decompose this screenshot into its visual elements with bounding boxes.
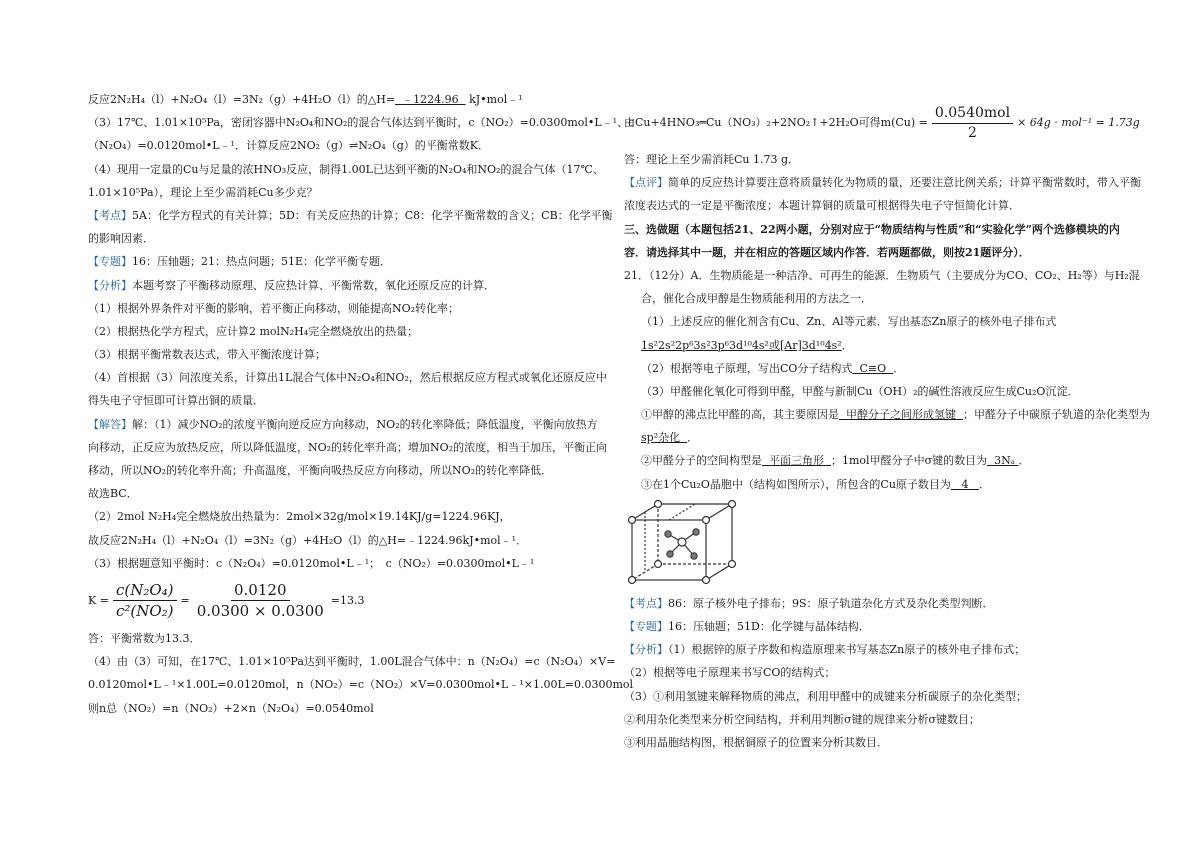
text-line: （2）根据等电子原理来书写CO的结构式； — [624, 666, 836, 680]
jieda-line: 【解答】解：（1）减少NO₂的浓度平衡向逆反应方向移动，NO₂的转化率降低；降低温度，平衡向放热方 — [88, 417, 598, 431]
text-line: 浓度表达式的一定是平衡浓度；本题计算铜的质量可根据得失电子守恒简化计算． — [624, 199, 1020, 213]
answer-blank: ﹣1224.96 — [402, 93, 459, 106]
answer-blank: 4 — [961, 477, 969, 491]
left-column — [88, 88, 635, 720]
section-heading: 容．请选择其中一题，并在相应的答题区域内作答．若两题都做，则按21题评分）． — [624, 245, 1030, 259]
fenxi-tag: 【分析】 — [88, 278, 132, 292]
text-line: （2）根据等电子原理，写出CO分子结构式 C≡O ． — [641, 361, 905, 375]
answer-blank: C≡O — [859, 361, 887, 375]
text-line: （4）现用一定量的Cu与足量的浓HNO₃反应，制得1.00L已达到平衡的N₂O₄和NO₂的混合气体（17℃、 — [88, 162, 604, 176]
zhuanti-line: 【专题】16：压轴题；51D：化学键与晶体结构． — [624, 620, 870, 633]
k-formula: K = $\frac{\text{c(N₂O₄)}}{\text{c²(NO₂)}}$ = $\frac{0.0120}{0.0300 \times 0.0300}$ =13.3 — [88, 581, 365, 621]
text-line: 移动，所以NO₂的转化率升高；升高温度，平衡向吸热反应方向移动，所以NO₂的转化率降低． — [88, 464, 553, 477]
text-line: （1）根据外界条件对平衡的影响，若平衡正向移动，则能提高NO₂转化率； — [88, 301, 460, 315]
answer-blank: 平面三角形 — [769, 454, 824, 468]
text-line: 答：理论上至少需消耗Cu 1.73 g． — [624, 153, 800, 166]
right-column — [624, 100, 1150, 754]
text-line: 答：平衡常数为13.3． — [88, 631, 201, 645]
fenxi-line: 【分析】（1）根据锌的原子序数和构造原理来书写基态Zn原子的核外电子排布式； — [624, 643, 1026, 657]
kaodian-tag: 【考点】 — [624, 596, 668, 610]
text-line: 得失电子守恒即可计算出铜的质量． — [88, 394, 264, 408]
dianping-tag: 【点评】 — [624, 176, 668, 190]
answer-blank: 1s²2s²2p⁶3s²3p⁶3d¹⁰4s²或[Ar]3d¹⁰4s² — [641, 338, 842, 352]
crystal-cell-figure — [624, 498, 1118, 588]
text-line: ③在1个Cu₂O晶胞中（结构如图所示），所包含的Cu原子数目为 4 ． — [641, 477, 990, 491]
zhuanti-tag: 【专题】 — [624, 620, 668, 633]
text-line: （N₂O₄）=0.0120mol•L﹣¹．计算反应2NO₂（g）⇌N₂O₄（g）的平衡常数K． — [88, 139, 489, 153]
text-line: （4）由（3）可知，在17℃、1.01×10⁵Pa达到平衡时，1.00L混合气体中：n（N₂O₄）=c（N₂O₄）×V= — [88, 655, 616, 669]
text-line: ①甲醇的沸点比甲醛的高，其主要原因是 甲醇分子之间形成氢键 ；甲醛分子中碳原子轨道的杂化类型为 — [641, 408, 1150, 422]
text-line: 的影响因素． — [88, 232, 154, 246]
text-line: 1.01×10⁵Pa），理论上至少需消耗Cu多少克？ — [88, 185, 318, 199]
text-line: （4）首根据（3）问浓度关系，计算出1L混合气体中N₂O₄和NO₂，然后根据反应方程式或氧化还原反应中 — [88, 371, 607, 385]
section-heading: 三、选做题（本题包括21、22两小题，分别对应于“物质结构与性质”和“实验化学”两个选修模块的内 — [624, 222, 1120, 236]
text-line: （3）根据平衡常数表达式，带入平衡浓度计算； — [88, 348, 326, 362]
zhuanti-line: 【专题】16：压轴题；21：热点问题；51E：化学平衡专题． — [88, 255, 392, 269]
fraction-expression: $\frac{\text{c(N₂O₄)}}{\text{c²(NO₂)}}$ — [113, 580, 177, 621]
answer-blank: 3Nₐ — [994, 454, 1015, 468]
text-line: （3）17℃、1.01×10⁵Pa，密闭容器中N₂O₄和NO₂的混合气体达到平衡时，c（NO₂）=0.0300mol•L﹣¹、c — [88, 116, 635, 130]
text-line: ③利用晶胞结构图，根据铜原子的位置来分析其数目． — [624, 735, 888, 749]
text-line: （1）上述反应的催化剂含有Cu、Zn、Al等元素．写出基态Zn原子的核外电子排布式 — [641, 315, 1057, 329]
text-line: （3）根据题意知平衡时：c（N₂O₄）=0.0120mol•L﹣¹； c（NO₂）=0.0300mol•L﹣¹ — [88, 556, 535, 570]
zhuanti-tag: 【专题】 — [88, 255, 132, 269]
text-line: （3）①利用氢键来解释物质的沸点，利用甲醛中的成键来分析碳原子的杂化类型； — [624, 689, 1027, 703]
cu2o-unit-cell-diagram — [624, 498, 744, 586]
text-line: ②利用杂化类型来分析空间结构，并利用判断σ键的规律来分析σ键数目； — [624, 712, 981, 726]
text-line: 反应2N₂H₄（l）+N₂O₄（l）=3N₂（g）+4H₂O（l）的△H= ﹣1224.96 kJ•mol﹣¹ — [88, 93, 523, 106]
kaodian-line: 【考点】86：原子核外电子排布；9S：原子轨道杂化方式及杂化类型判断． — [624, 596, 994, 610]
answer-blank: sp²杂化 — [641, 431, 681, 445]
text-line: （2）2mol N₂H₄完全燃烧放出热量为：2mol×32g/mol×19.14KJ/g=1224.96KJ， — [88, 510, 511, 524]
kaodian-tag: 【考点】 — [88, 208, 132, 222]
text-line: 故反应2N₂H₄（l）+N₂O₄（l）=3N₂（g）+4H₂O（l）的△H=﹣1224.96kJ•mol﹣¹． — [88, 533, 528, 547]
text-line: sp²杂化 ． — [641, 431, 699, 445]
text-line: （2）根据热化学方程式，应计算2 molN₂H₄完全燃烧放出的热量； — [88, 324, 419, 338]
fraction-values: $\frac{0.0120}{0.0300 \times 0.0300}$ — [196, 581, 324, 621]
text-line: （3）甲醛催化氧化可得到甲醛，甲醛与新制Cu（OH）₂的碱性溶液反应生成Cu₂O沉淀． — [641, 384, 1079, 398]
dianping-line: 【点评】简单的反应热计算要注意将质量转化为物质的量，还要注意比例关系；计算平衡常数时，带入平衡 — [624, 176, 1141, 190]
kaodian-line: 【考点】5A：化学方程式的有关计算；5D：有关反应热的计算；C8：化学平衡常数的含义；CB：化学平衡 — [88, 208, 613, 222]
text-line: ②甲醛分子的空间构型是 平面三角形 ；1mol甲醛分子中σ键的数目为 3Nₐ ． — [641, 454, 1030, 468]
text-line: 向移动，正反应为放热反应，所以降低温度，NO₂的转化率升高；增加NO₂的浓度，相当于加压，平衡正向 — [88, 440, 608, 454]
text-line: 合，催化合成甲醇是生物质能利用的方法之一． — [641, 292, 872, 306]
answer-blank: 甲醇分子之间形成氢键 — [846, 408, 956, 422]
text-line: 1s²2s²2p⁶3s²3p⁶3d¹⁰4s²或[Ar]3d¹⁰4s²． — [641, 338, 853, 352]
question-line: 21．（12分）A．生物质能是一种洁净、可再生的能源．生物质气（主要成分为CO、CO₂、H₂等）与H₂混 — [624, 268, 1140, 282]
cu-mass-formula: 由Cu+4HNO₃═Cu（NO₃）₂+2NO₂↑+2H₂O可得m(Cu) = $\frac{\text{0.0540mol}}{2}$ × 64g · mol⁻¹ = 1.73g — [624, 104, 1140, 141]
fenxi-line: 【分析】本题考察了平衡移动原理、反应热计算、平衡常数，氧化还原反应的计算． — [88, 278, 495, 292]
text-line: 故选BC． — [88, 487, 138, 501]
fenxi-tag: 【分析】 — [624, 643, 668, 657]
text-line: 0.0120mol•L﹣¹×1.00L=0.0120mol，n（NO₂）=c（NO₂）×V=0.0300mol•L﹣¹×1.00L=0.0300mol — [88, 678, 634, 692]
jieda-tag: 【解答】 — [88, 417, 132, 431]
cu-fraction: $\frac{\text{0.0540mol}}{2}$ — [932, 104, 1013, 143]
text-line: 则n总（NO₂）=n（NO₂）+2×n（N₂O₄）=0.0540mol — [88, 701, 374, 715]
